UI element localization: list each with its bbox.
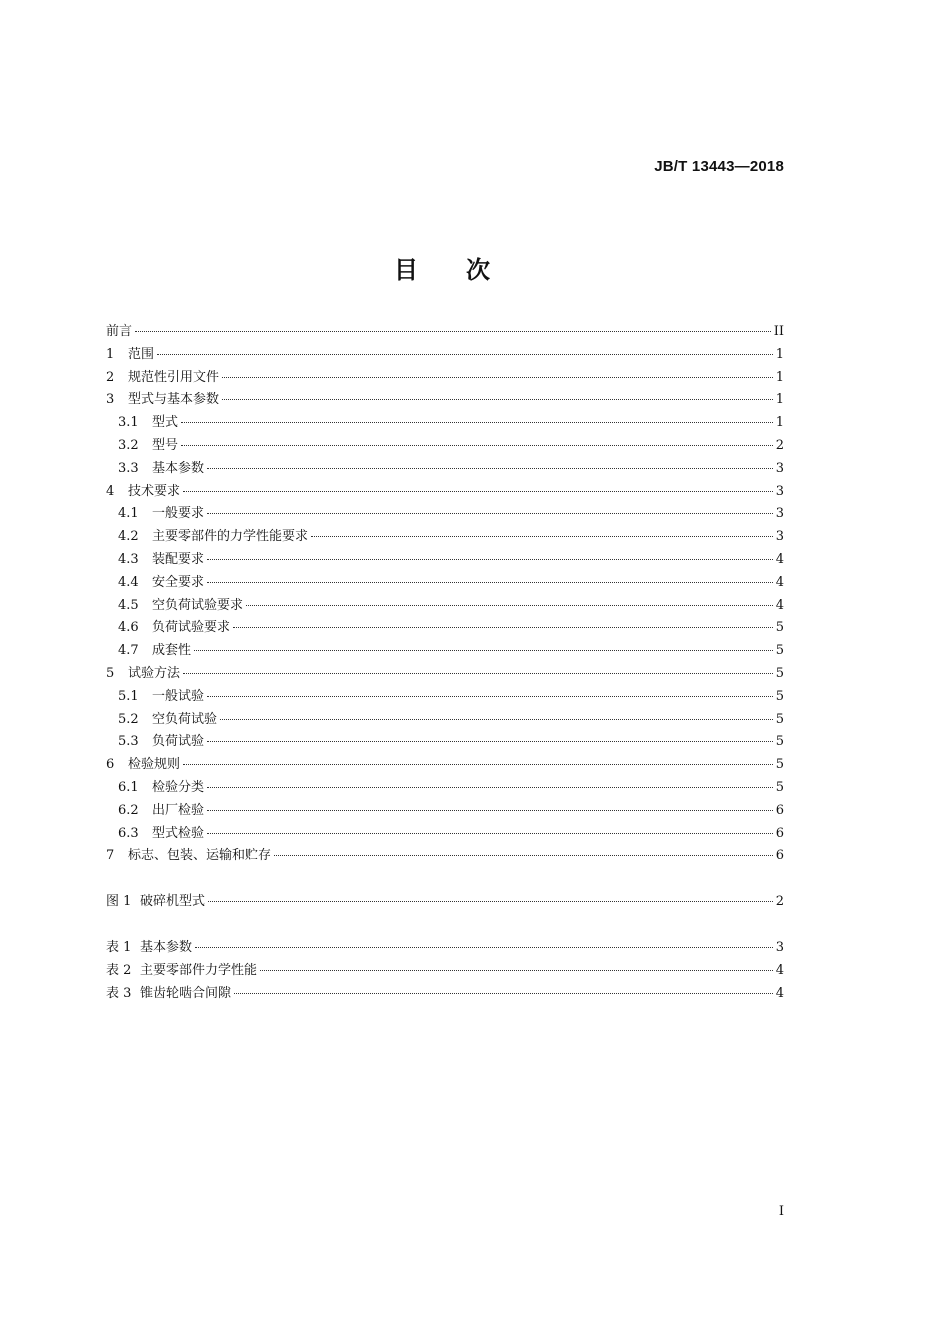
toc-leader-dots: [183, 764, 773, 765]
toc-entry[interactable]: [106, 709, 784, 732]
toc-entry-page: 1: [775, 346, 784, 362]
toc-entry-label: 规范性引用文件: [128, 369, 220, 385]
table-list-entry[interactable]: [106, 960, 784, 983]
toc-entry-number: 4.1: [118, 506, 139, 522]
toc-entry-label: 试验方法: [128, 665, 181, 681]
toc-entry-number: 3.2: [118, 437, 139, 453]
toc-entry-number: 5: [106, 665, 115, 681]
toc-entry-number: 6: [106, 757, 115, 773]
table-list-entry[interactable]: [106, 983, 784, 1006]
toc-leader-dots: [207, 741, 773, 742]
toc-entry-number: 3: [106, 392, 115, 408]
toc-entry[interactable]: [106, 503, 784, 526]
toc-entry-page: 3: [775, 506, 784, 522]
toc-entry-number: 6.1: [118, 779, 139, 795]
toc-entry[interactable]: [106, 549, 784, 572]
toc-entry-page: 2: [775, 437, 784, 453]
toc-leader-dots: [183, 491, 773, 492]
toc-entry-number: 表 1: [106, 939, 132, 955]
toc-entry[interactable]: [106, 663, 784, 686]
figure-list-entry[interactable]: [106, 891, 784, 914]
toc-leader-dots: [195, 947, 773, 948]
toc-leader-dots: [208, 901, 773, 902]
toc-entry-page: 5: [775, 643, 784, 659]
toc-entry[interactable]: [106, 344, 784, 367]
toc-entry[interactable]: [106, 754, 784, 777]
toc-leader-dots: [135, 331, 771, 332]
toc-entry[interactable]: [106, 617, 784, 640]
toc-leader-dots: [222, 377, 773, 378]
toc-entry-label: 型号: [152, 437, 179, 453]
toc-section-gap: [106, 914, 784, 937]
toc-entry-label: 检验分类: [152, 779, 205, 795]
toc-entry-label: 主要零部件的力学性能要求: [152, 529, 309, 545]
toc-entry-page: 5: [775, 779, 784, 795]
toc-entry-page: 4: [775, 985, 784, 1001]
toc-entry-label: 一般要求: [152, 506, 205, 522]
toc-leader-dots: [234, 993, 773, 994]
toc-entry-page: 5: [775, 711, 784, 727]
toc-leader-dots: [233, 627, 773, 628]
toc-leader-dots: [260, 970, 773, 971]
toc-leader-dots: [207, 833, 773, 834]
toc-entry-label: 型式与基本参数: [128, 392, 220, 408]
toc-entry-label: 主要零部件力学性能: [140, 962, 258, 978]
toc-entry[interactable]: [106, 321, 784, 344]
toc-entry-page: 4: [775, 597, 784, 613]
toc-leader-dots: [207, 810, 773, 811]
toc-entry-number: 4.7: [118, 643, 139, 659]
toc-entry-label: 一般试验: [152, 688, 205, 704]
table-list-entry[interactable]: [106, 937, 784, 960]
toc-entry-label: 技术要求: [128, 483, 181, 499]
toc-entry-label: 安全要求: [152, 574, 205, 590]
toc-entry[interactable]: [106, 367, 784, 390]
toc-leader-dots: [246, 605, 773, 606]
toc-leader-dots: [183, 673, 773, 674]
toc-entry-number: 6.3: [118, 825, 139, 841]
toc-leader-dots: [207, 468, 773, 469]
toc-leader-dots: [207, 787, 773, 788]
toc-entry-number: 6.2: [118, 802, 139, 818]
toc-entry[interactable]: [106, 435, 784, 458]
toc-entry-label: 范围: [128, 346, 155, 362]
toc-entry-page: 5: [775, 688, 784, 704]
toc-entry-page: 2: [775, 894, 784, 910]
toc-entry[interactable]: [106, 731, 784, 754]
toc-entry-page: 3: [775, 529, 784, 545]
toc-entry-page: II: [773, 324, 784, 339]
toc-entry[interactable]: [106, 389, 784, 412]
toc-entry-label: 基本参数: [152, 460, 205, 476]
toc-entry-number: 3.3: [118, 460, 139, 476]
toc-entry-page: 1: [775, 369, 784, 385]
toc-leader-dots: [181, 445, 773, 446]
toc-entry-label: 型式: [152, 415, 179, 431]
toc-entry[interactable]: [106, 458, 784, 481]
toc-entry-page: 6: [775, 802, 784, 818]
toc-entry-page: 4: [775, 574, 784, 590]
toc-entry-number: 2: [106, 369, 115, 385]
toc-entry[interactable]: [106, 481, 784, 504]
toc-entry-page: 1: [775, 392, 784, 408]
toc-leader-dots: [207, 582, 773, 583]
toc-entry[interactable]: [106, 686, 784, 709]
toc-entry-number: 图 1: [106, 894, 132, 910]
toc-entry-label: 基本参数: [140, 939, 193, 955]
toc-entry-page: 5: [775, 665, 784, 681]
toc-entry-number: 3.1: [118, 415, 139, 431]
standard-number: JB/T 13443—2018: [654, 158, 784, 175]
toc-leader-dots: [311, 536, 773, 537]
toc-leader-dots: [181, 422, 773, 423]
toc-entry[interactable]: [106, 595, 784, 618]
toc-leader-dots: [274, 855, 773, 856]
toc-entry-label: 破碎机型式: [140, 894, 206, 910]
toc-leader-dots: [194, 650, 773, 651]
toc-entry-page: 5: [775, 620, 784, 636]
toc-entry-page: 6: [775, 848, 784, 864]
toc-entry-label: 成套性: [152, 643, 192, 659]
toc-entry-number: 4.6: [118, 620, 139, 636]
toc-entry-number: 4.4: [118, 574, 139, 590]
table-of-contents: [106, 321, 784, 1005]
toc-entry-page: 4: [775, 962, 784, 978]
toc-entry-page: 3: [775, 939, 784, 955]
toc-entry-page: 5: [775, 757, 784, 773]
toc-entry[interactable]: [106, 777, 784, 800]
toc-entry-number: 4.2: [118, 529, 139, 545]
toc-section-gap: [106, 868, 784, 891]
toc-entry-label: 负荷试验: [152, 734, 205, 750]
toc-entry-page: 4: [775, 551, 784, 567]
toc-entry-label: 空负荷试验: [152, 711, 218, 727]
toc-entry[interactable]: [106, 800, 784, 823]
toc-entry[interactable]: [106, 845, 784, 868]
toc-entry-number: 4.3: [118, 551, 139, 567]
toc-leader-dots: [222, 399, 773, 400]
toc-entry-number: 7: [106, 848, 115, 864]
toc-entry-label: 前言: [106, 324, 133, 339]
toc-entry[interactable]: [106, 526, 784, 549]
toc-entry-label: 负荷试验要求: [152, 620, 231, 636]
toc-leader-dots: [220, 719, 773, 720]
toc-entry-label: 装配要求: [152, 551, 205, 567]
toc-entry-number: 表 2: [106, 962, 132, 978]
toc-entry-number: 4.5: [118, 597, 139, 613]
toc-entry-label: 检验规则: [128, 757, 181, 773]
toc-entry-number: 5.2: [118, 711, 139, 727]
toc-entry-page: 3: [775, 483, 784, 499]
toc-entry[interactable]: [106, 572, 784, 595]
toc-entry-label: 标志、包装、运输和贮存: [128, 848, 272, 864]
toc-leader-dots: [207, 559, 773, 560]
toc-entry-number: 4: [106, 483, 115, 499]
toc-entry[interactable]: [106, 823, 784, 846]
toc-entry-label: 锥齿轮啮合间隙: [140, 985, 232, 1001]
toc-entry-number: 1: [106, 346, 115, 362]
toc-entry-page: 6: [775, 825, 784, 841]
toc-entry[interactable]: [106, 412, 784, 435]
toc-leader-dots: [157, 354, 773, 355]
toc-entry-number: 表 3: [106, 985, 132, 1001]
toc-entry[interactable]: [106, 640, 784, 663]
toc-entry-page: 5: [775, 734, 784, 750]
toc-entry-number: 5.1: [118, 688, 139, 704]
toc-leader-dots: [207, 513, 773, 514]
toc-entry-number: 5.3: [118, 734, 139, 750]
page-title: 目次: [394, 256, 538, 284]
toc-leader-dots: [207, 696, 773, 697]
toc-entry-label: 出厂检验: [152, 802, 205, 818]
toc-entry-page: 1: [775, 415, 784, 431]
footer-page-number: I: [778, 1204, 784, 1219]
toc-entry-page: 3: [775, 460, 784, 476]
toc-entry-label: 空负荷试验要求: [152, 597, 244, 613]
toc-entry-label: 型式检验: [152, 825, 205, 841]
